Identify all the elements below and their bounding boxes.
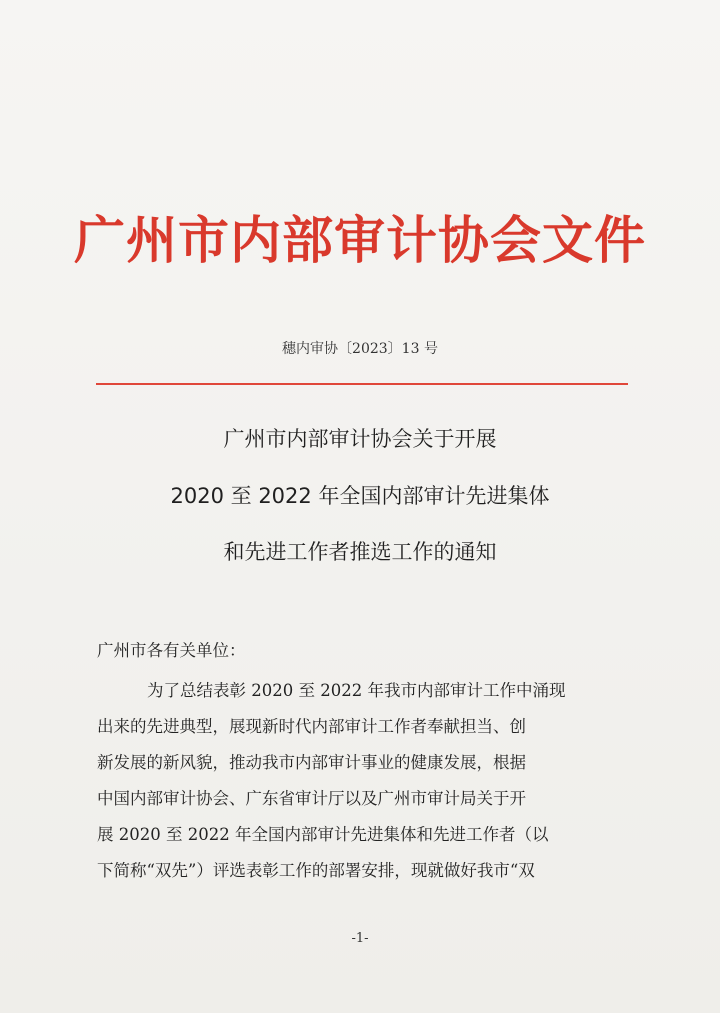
salutation: 广州市各有关单位：	[97, 641, 246, 660]
document-header-title: 广州市内部审计协会文件	[73, 211, 646, 271]
notice-title-line-1: 广州市内部审计协会关于开展	[223, 427, 497, 451]
document-number: 穗内审协〔2023〕13 号	[282, 341, 438, 357]
red-divider-line	[96, 383, 628, 385]
notice-title-line-3: 和先进工作者推选工作的通知	[223, 540, 497, 564]
body-line: 为了总结表彰 2020 至 2022 年我市内部审计工作中涌现	[147, 681, 566, 700]
body-line: 新发展的新风貌，推动我市内部审计事业的健康发展，根据	[97, 753, 526, 772]
body-line: 中国内部审计协会、广东省审计厅以及广州市审计局关于开	[97, 789, 526, 808]
page-number: -1-	[351, 931, 369, 946]
body-line: 出来的先进典型，展现新时代内部审计工作者奉献担当、创	[97, 717, 526, 736]
body-line: 下简称“双先”）评选表彰工作的部署安排，现就做好我市“双	[97, 861, 535, 880]
body-line: 展 2020 至 2022 年全国内部审计先进集体和先进工作者（以	[97, 825, 549, 844]
notice-title-line-2: 2020 至 2022 年全国内部审计先进集体	[170, 484, 550, 508]
